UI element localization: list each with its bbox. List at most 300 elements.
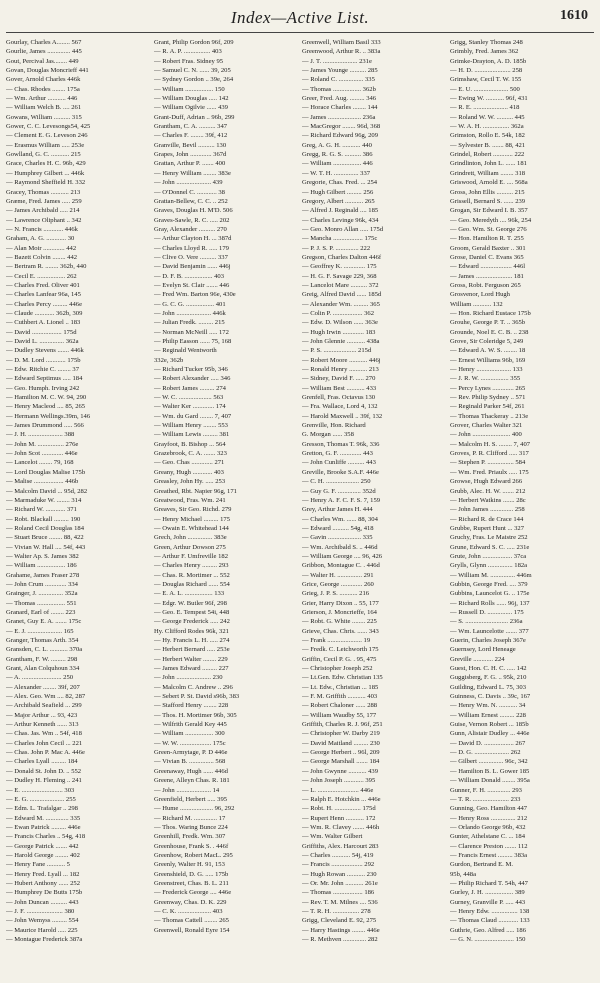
index-entry: — Robt. Blackall ......... 190	[6, 515, 81, 523]
index-entry: — Thos. H. Mortimer 96b, 305	[154, 711, 237, 719]
index-entry: — Henry Michael ......... 175	[154, 515, 230, 523]
index-entry: Guthrie, Geo. Alfred ..... 186	[450, 926, 526, 934]
index-entry: Grindrett, William ........ 318	[450, 169, 526, 177]
index-entry: Grenfell, Fras. Octavus 130	[302, 394, 376, 402]
index-entry: Hy. Clifford Rodes 96k, 321	[154, 627, 229, 635]
index-entry: — David L. ............... 362a	[6, 338, 79, 345]
index-entry: — Norman McNeill ..... 172	[154, 328, 229, 336]
index-entry: Grapes, John ............. 367d	[154, 151, 227, 159]
index-entry: — George Marshall ....... 184	[302, 758, 380, 766]
index-entry: Grant-Duff, Adrian .. 96b, 299	[154, 113, 235, 121]
index-entry: Greatwood, Fras. Wm. 241	[154, 496, 226, 504]
index-entry: — John Wemyss ......... 554	[6, 917, 79, 925]
index-entry: — Russell D. ............... 175	[450, 608, 524, 616]
index-entry: Græme, Fred. James ..... 259	[6, 197, 82, 205]
index-entry: — Charles Fred. Oliver 401	[6, 281, 80, 289]
index-entry: — E. G. ..................... 255	[6, 795, 76, 803]
index-entry: — Mancha .................. 175c	[302, 235, 378, 243]
index-entry: — R. E. ..................... 418	[450, 104, 520, 112]
index-entry: — G. N. ........................ 150	[450, 936, 526, 943]
index-entry: — Alan Moir ............. 442	[6, 244, 77, 252]
index-entry: Gresson, Thomas T. 96k, 336	[302, 440, 380, 448]
index-entry: — Richard Edward 96g, 209	[302, 132, 378, 140]
index-entry: — Robert Fras. Sidney 95	[154, 57, 224, 65]
index-entry: — Frederick George .... 446e	[154, 889, 232, 897]
index-entry: — Charles John Cecil ... 221	[6, 739, 83, 747]
index-entry: — Edward M. .............. 335	[6, 814, 81, 822]
index-entry: — Owain E. Whitehead 144	[154, 524, 229, 532]
index-entry: — John ..................... 230	[154, 674, 223, 682]
index-entry: — Hon. Hamilton R. T. 255	[450, 235, 524, 243]
index-entry: — Geo. Humph. Irving 242	[6, 384, 80, 392]
index-entry: Granville, Bevil .......... 130	[154, 141, 227, 149]
index-entry: — Hamilton M. C. W. 94, 290	[6, 394, 87, 402]
index-entry: — Geo. Wm. St. George 276	[450, 225, 527, 233]
index-entry: Grindlinton, John L. ...... 181	[450, 160, 527, 168]
index-entry: — Bazett Colvin ........ 442	[6, 253, 78, 261]
index-entry: — William Best ........... 433	[302, 384, 377, 392]
index-entry: — Robert Alexander ..... 346	[154, 375, 231, 383]
index-entry: — Geoffrey K. ............. 175	[302, 263, 377, 271]
index-entry: Greg, A. G. H. ........... 440	[302, 141, 372, 149]
index-column-1	[6, 38, 150, 979]
index-entry: — William Waudby 55, 177	[302, 711, 377, 719]
index-entry: — Walter Ap. S. James 382	[6, 552, 79, 560]
index-entry: — Harold George ........ 402	[6, 851, 80, 859]
index-entry: — Wm. Archibald S. .. 446d	[302, 543, 378, 551]
index-entry: — Rev. Philip Sydney .. 571	[450, 394, 526, 402]
index-entry: — Sidney, David F. ..... 270	[302, 375, 376, 383]
index-entry: — Henry Ross ............... 212	[450, 814, 528, 822]
index-entry: — John ..................... 439	[154, 179, 223, 187]
index-entry: — Donald St. John D. .. 552	[6, 767, 82, 775]
index-entry: Griffith, Charles R. J. 96f, 251	[302, 721, 383, 729]
index-entry: — Thomas .................. 186	[302, 889, 375, 897]
index-entry: — Hume .................... 96, 292	[154, 805, 235, 813]
index-entry: Gunn, Alistair Dudley ... 446e	[450, 730, 530, 738]
index-entry: — Geo. E. Tempest 54i, 448	[154, 608, 230, 616]
index-entry: — Malcolm C. Andrew .. 296	[154, 683, 233, 691]
index-entry: — Alfred J. Reginald .... 185	[302, 207, 379, 215]
index-entry: — Hugh Irwin ............. 183	[302, 328, 376, 336]
index-entry: — Charles Lanfear 96a, 145	[6, 291, 81, 299]
index-entry: — J. H. ..................... 388	[6, 431, 75, 439]
index-entry: — Archibald Seafield ... 299	[6, 702, 82, 710]
index-entry: — Henry A. F. C. F. S. 7, 159	[302, 496, 381, 504]
index-entry: — Thomas Thackeray .. 213e	[450, 412, 529, 420]
index-entry: — Stuart Bruce ........ 88, 422	[6, 534, 84, 542]
index-entry: — D. M. Lord ............ 175b	[6, 356, 81, 364]
index-entry: — Major Arthur ... 93, 423	[6, 711, 78, 719]
index-entry: Grier, Harry Dixon .. 55, 177	[302, 599, 379, 607]
index-entry: — C. H. .................... 250	[302, 478, 371, 486]
index-entry: Greathed, Rbt. Napier 96g, 171	[154, 487, 237, 495]
index-entry: Grazebrook, C. A. ....... 323	[154, 450, 227, 458]
index-entry: Greenwell, William Basil 333	[302, 39, 381, 46]
index-entry: — Sydney Gordon .. 39e, 264	[154, 76, 234, 84]
index-entry: — Clarence Preston ....... 112	[450, 842, 528, 850]
index-entry: — Edward A. W. S. ........ 18	[450, 347, 526, 355]
index-entry: Greene, Alleyn Chas. R. 181	[154, 777, 230, 785]
index-entry: — Charles Percy ......... 446e	[6, 300, 82, 308]
index-entry: Guernsey, Lord Heneage	[450, 646, 516, 654]
index-entry: Grounde, Noel E. C. B. .. 238	[450, 328, 529, 336]
index-entry: — Harry Hastings ........ 446e	[302, 926, 380, 934]
index-entry: Gretton, G. F. ............. 443	[302, 450, 373, 458]
index-entry: — Ewing W. ........... 96f, 431	[450, 95, 528, 103]
index-entry: — Claude ............ 362b, 309	[6, 309, 83, 317]
index-entry: — John ..................... 14	[154, 786, 220, 794]
index-entry: Grimshaw, Cecil T. W. 155	[450, 76, 522, 84]
index-entry: — John Joseph ............ 395	[302, 777, 376, 785]
index-entry: — Thomas Claud ............ 133	[450, 917, 530, 925]
index-entry: Graham, A. G. ............ 30	[6, 235, 75, 243]
index-entry: — George Herbert .. 96l, 209	[302, 749, 380, 757]
index-entry: Gurdon, Bertrand E. M.	[450, 861, 513, 869]
index-entry: — John ....................... 400	[450, 431, 522, 439]
index-entry: — D. G. ..................... 262	[450, 749, 521, 757]
index-entry: — Reginald Wentworth	[154, 347, 217, 355]
index-entry: Greenaway, Hugh ...... 446d	[154, 767, 228, 775]
index-entry: — R. Methven .............. 282	[302, 936, 378, 943]
index-entry: — Lord Douglas Malise 175b	[6, 468, 86, 476]
index-entry: William ........... 132	[450, 300, 503, 308]
index-entry: — Henry Fane ........... 5	[6, 861, 70, 869]
index-entry: — Chas. John P. Mac A. 446e	[6, 749, 85, 757]
index-entry: — Sebert P. St. David s96b, 383	[154, 693, 240, 701]
index-entry: Green, Arthur Dowson 275	[154, 543, 226, 551]
index-entry: — Hubert Anthony ...... 252	[6, 879, 80, 887]
index-entry: — Francis Ernest ......... 383a	[450, 851, 528, 859]
index-entry: — Thomas ................. 551	[6, 599, 77, 607]
index-entry: — Arthur Clayton H. ... 387d	[154, 235, 232, 243]
index-entry: — Roland Cecil Douglas 184	[6, 524, 85, 532]
index-entry: — Rupert Henn ........... 172	[302, 814, 376, 822]
index-entry: — James .................... 236a	[302, 113, 376, 121]
index-entry: Grantham, C. A. .......... 347	[154, 123, 228, 131]
index-entry: Grattan, Arthur P. ....... 400	[154, 160, 226, 168]
index-entry: — D. F. B. ................. 403	[154, 272, 224, 280]
index-entry: — David Benjamin ...... 446j	[154, 263, 231, 271]
index-entry: — Wm. Fred. Priaulx ..... 175	[450, 468, 529, 476]
index-entry: Grainger, J. ............... 352a	[6, 590, 78, 598]
index-entry: — N. Francis ............ 446k	[6, 225, 78, 233]
index-entry: — Charles Lloyd R. ..... 179	[154, 244, 229, 252]
index-entry: — William Lewis ......... 381	[154, 431, 230, 439]
index-entry: — Dudley H. Fleming .. 241	[6, 777, 82, 785]
index-entry: — Fra. Wallace, Lord 4, 132	[302, 403, 378, 411]
index-entry: — P. J. S. P. .............. 222	[302, 244, 371, 252]
index-entry: Gregory, Albert ........... 265	[302, 197, 375, 205]
index-entry: Grant, Philip Gordon 96f, 209	[154, 39, 234, 46]
index-entry: — Chas. Rhodes ........ 175a	[6, 85, 80, 93]
index-entry: — Alexander ........ 39f, 207	[6, 683, 80, 691]
index-entry: — Edward Septimus ..... 184	[6, 375, 83, 383]
index-entry: — W. A. H. ................ 362a	[450, 123, 524, 131]
index-entry: 332e, 362b	[154, 356, 184, 364]
index-entry: — Alexander Wm. ......... 365	[302, 300, 380, 308]
index-entry: — Or. Mr. John ........... 261e	[302, 879, 378, 887]
index-entry: — Vivian W. Hall .... 54f, 443	[6, 543, 86, 551]
index-entry: — Thos. Waring Bunce 224	[154, 823, 228, 831]
index-entry: Grey, Arthur James H. 444	[302, 506, 373, 514]
index-entry: Gout, Percival Jas........ 449	[6, 57, 79, 65]
index-entry: — Maurice Harold ..... 225	[6, 926, 78, 934]
index-entry: Grubb, Alec. H. W. ....... 212	[450, 487, 526, 495]
index-entry: — Stafford Henry ........ 228	[154, 702, 229, 710]
index-entry: — William ................. 446	[302, 160, 373, 168]
index-entry: — Ewan Patrick ......... 446e	[6, 823, 81, 831]
index-entry: — Walter Ker ............. 174	[154, 403, 226, 411]
index-entry: Gross, John Ellis .......... 215	[450, 188, 525, 196]
index-entry: Gunning, Geo. Hamilton 447	[450, 805, 528, 813]
index-entry: Gubbin, George Fred. .... 379	[450, 580, 528, 588]
index-entry: — S. .......................... 236a	[450, 618, 523, 626]
index-entry: Greenly, Walter H. 91, 153	[154, 861, 225, 869]
index-entry: — Edward ................... 446l	[450, 263, 526, 271]
index-entry: — Herbert Walter ........ 229	[154, 655, 228, 663]
index-entry: — Hermann Wellings.39m, 146	[6, 412, 91, 420]
index-entry: — Christopher W. Darby 219	[302, 730, 380, 738]
index-entry: Greville ............ 224	[450, 655, 505, 663]
index-entry: — Richard W. ............ 371	[6, 506, 77, 514]
index-entry: — J. T. ..................... 231e	[302, 57, 372, 65]
index-entry: — Hugh Rowan ........... 230	[302, 870, 377, 878]
index-entry: Griswood, Arnold E. .... 568a	[450, 179, 528, 187]
index-entry: Griffiths, Alex. Harcourt 283	[302, 842, 379, 850]
index-entry: — E. ......................... 303	[6, 786, 75, 794]
index-entry: — Hon. Richard Eustace 175b	[450, 309, 531, 317]
index-entry: — Malcolm H. S. ........ 7, 407	[450, 440, 531, 448]
index-entry: Gurley, J. H. ................. 389	[450, 889, 525, 897]
index-entry: — Gilbert ............... 96c, 342	[450, 758, 528, 766]
index-entry: — E. J. ..................... 165	[6, 627, 74, 635]
index-entry: — Geo. Chas ............. 271	[154, 459, 225, 467]
index-entry: — Lawrence Oliphant .. 342	[6, 216, 82, 224]
index-entry: — Wm. R. Clavey ....... 446h	[302, 823, 380, 831]
index-entry: — MacGregor ........ 96d, 368	[302, 123, 381, 131]
index-entry: — Wm. Launcelotte ....... 377	[450, 627, 529, 635]
index-entry: — Henry Fred. Lyall ... 182	[6, 870, 80, 878]
index-entry: — William Welch B. .... 261	[6, 104, 82, 112]
index-entry: G. Morgan ...... 358	[302, 431, 354, 439]
index-entry: Gourlie, James .............. 445	[6, 48, 82, 56]
index-entry: — Robt. H. ................ 175d	[302, 805, 376, 813]
index-entry: Greville, Brooke S.A.F. 446e	[302, 468, 379, 476]
index-entry: — Colin P. .................. 362	[302, 309, 374, 317]
index-entry: — Wm. Arthur ........... 446	[6, 95, 78, 103]
index-entry: Grantham, F. W. ......... 298	[6, 655, 78, 663]
index-entry: — William M. ............... 446m	[450, 571, 532, 579]
index-entry: — Henry Macleod .... 85, 265	[6, 403, 86, 411]
index-entry: — A. ........................ 250	[6, 674, 74, 682]
index-entry: — Christopher Joseph 252	[302, 665, 373, 673]
index-entry: — L. ......................... 446e	[302, 786, 374, 794]
index-entry: — Wm. du Gard ........ 7, 407	[154, 412, 232, 420]
index-entry: Gunter, Athelstane C. ... 184	[450, 833, 526, 841]
index-entry: — Francis ................... 292	[302, 861, 375, 869]
index-entry: — C. K. .................... 403	[154, 907, 223, 915]
index-entry: — William Ogilvie ...... 439	[154, 104, 228, 112]
index-column-2	[154, 38, 298, 979]
index-entry: Graves, Douglas H. M'D. 506	[154, 207, 233, 215]
index-entry: Greer, Fred. Aug. ......... 346	[302, 95, 377, 103]
index-entry: — David .................. 175d	[6, 328, 77, 336]
index-entry: — Ernest Williams 96b, 169	[450, 356, 526, 364]
index-entry: — Robert Chaloner ...... 288	[302, 702, 378, 710]
index-entry: Gracey, Thomas ........... 213	[6, 188, 81, 196]
index-entry: — Bertram R. ........ 362b, 440	[6, 263, 87, 271]
index-entry: — George Patrick ....... 442	[6, 842, 79, 850]
index-entry: — Fred Wm. Barton 96e, 430e	[154, 291, 236, 299]
index-entry: Grissell, Bernard S. ...... 239	[450, 197, 526, 205]
index-entry: — Dudley Stevens ....... 446k	[6, 347, 84, 355]
index-entry: — O'Donnel C. ............ 38	[154, 188, 225, 196]
index-column-4	[450, 38, 594, 979]
index-entry: — Roland W. W. .......... 445	[450, 113, 525, 121]
index-entry: — Erasmus William ..... 253e	[6, 141, 85, 149]
index-entry: Gover, Arnold Charles 446k	[6, 76, 81, 84]
index-entry: Grover, Charles Walter 321	[450, 422, 523, 430]
index-entry: — John Crum ............. 334	[6, 580, 78, 588]
index-entry: — Hy. Francis L. H. ..... 274	[154, 637, 230, 644]
index-entry: Grice, George ............. 260	[302, 580, 374, 588]
index-entry: — James Archibald ..... 214	[6, 207, 80, 215]
index-entry: — Roland C. ............... 335	[302, 76, 375, 84]
index-entry: Greenstreet, Chas. B. L. 211	[154, 879, 229, 887]
index-entry: Greasley, John Hy. ..... 253	[154, 478, 226, 486]
index-entry: — G. C. G. ................. 401	[154, 300, 226, 308]
index-entry: — Montague Frederick 387a	[6, 936, 83, 943]
index-entry: 95b, 448a	[450, 870, 477, 878]
index-entry: — Robert Moore ........... 446j	[302, 356, 381, 364]
index-entry: Grune, Edward S. C. ..... 231e	[450, 543, 530, 551]
index-entry: — Arthur F. Umfreville 182	[154, 552, 229, 560]
index-entry: Granger, Thomas Arth. 354	[6, 637, 79, 644]
index-entry: — Henry William ........ 383e	[154, 169, 231, 177]
index-entry: Greenhouse, Frank S. . 446f	[154, 842, 229, 850]
index-entry: Grove, Sir Coleridge 5, 249	[450, 338, 524, 345]
index-entry: — Gavin .................... 335	[302, 534, 373, 542]
index-entry: — John Cunliffe .......... 443	[302, 459, 376, 467]
index-entry: — John Duncan .......... 443	[6, 898, 79, 906]
index-entry: Guggisberg, F. G. .. 95k, 210	[450, 674, 527, 682]
page-header	[0, 8, 600, 34]
index-entry: — Julian Fredk. ......... 215	[154, 319, 225, 327]
index-entry: Greenway, Chas. D. K. 229	[154, 898, 227, 906]
index-entry: — Cecil E. ................. 262	[6, 272, 77, 280]
index-entry: — Walter H. ............... 291	[302, 571, 374, 579]
index-entry: — Malcolm David ... 95d, 282	[6, 487, 88, 495]
index-entry: — David D. .................. 267	[450, 739, 526, 747]
index-entry: — E. U. ..................... 500	[450, 85, 520, 93]
index-entry: Grute, John .................. 37ca	[450, 552, 527, 560]
index-column-3	[302, 38, 446, 979]
index-entry: — David Maitland ......... 230	[302, 739, 380, 747]
index-entry: — J. F. ...................... 380	[6, 907, 75, 915]
index-entry: — Philip Richard T. 54h, 447	[450, 879, 528, 887]
index-entry: Grace, Charles H. C. 96b, 429	[6, 160, 86, 168]
index-entry: — Rev. T. M. Milnes .... 536	[302, 898, 378, 906]
index-entry: — Orlando George 96b, 432	[450, 823, 526, 831]
index-entry: Grimston, Rollo E. 54k, 182	[450, 132, 525, 140]
index-entry: — John Scot ............. 446e	[6, 450, 78, 458]
index-entry: — Edward .......... 54g, 418	[302, 524, 374, 532]
index-entry: — Henry Wm. N. ........... 34	[450, 702, 526, 710]
index-entry: — Richard R. de Crace 144	[450, 515, 524, 523]
index-entry: — Chas. Jas. Wm .. 54f, 418	[6, 730, 82, 738]
index-entry: — R. A. P. ................ 403	[154, 48, 222, 56]
index-entry: Graves-Sawle, R. C. ..... 202	[154, 216, 230, 224]
index-entry: Grayfoot, B. Bishop ... 564	[154, 440, 226, 448]
index-entry: Greig, Alfred David ...... 185d	[302, 291, 382, 299]
index-entry: Gross, Robt. Ferguson 265	[450, 281, 521, 289]
index-entry: — Reginald Parker 54f, 261	[450, 403, 525, 411]
index-entry: — P. S. .................... 215d	[302, 347, 372, 355]
index-entry: Greenwood, Arthur R. .. 383a	[302, 48, 381, 56]
index-entry: Green-Armytage, P. D 446e	[154, 749, 228, 757]
index-entry: Gruchy, Fras. Le Maistre 252	[450, 534, 528, 542]
index-entry: — Samuel C. N. ...... 39, 205	[154, 67, 231, 75]
index-entry: Greenhow, Robert MacL. 295	[154, 851, 233, 859]
index-entry: — John Gwynne ........... 439	[302, 767, 379, 775]
page-title: Index—Active List.	[230, 8, 370, 27]
index-entry: — Robert James ......... 274	[154, 384, 226, 392]
index-entry: — Charles Levinge 96k, 434	[302, 216, 379, 224]
index-entry: — Frank ..................... 19	[302, 637, 371, 644]
index-entry: Grieg, J. P. S. ........... 216	[302, 590, 370, 598]
index-entry: Gregg, R. G. S. .......... 386	[302, 151, 373, 159]
index-entry: — E. A. L. ................. 133	[154, 590, 225, 598]
index-entry: — Alex. Geo. Wm .... 82, 287	[6, 693, 86, 701]
index-entry: Granard, Earl of ........ 223	[6, 608, 76, 616]
index-entry: — Chas. R. Mortimer ... 552	[154, 571, 230, 579]
index-entry: — Charles Wm. ...... 88, 304	[302, 515, 378, 523]
index-entry: — Marmaduke W. ........ 314	[6, 496, 82, 504]
index-entry: Grieve, Chas. Chris. ...... 343	[302, 627, 379, 635]
index-entry: — T. R. ...................... 233	[450, 795, 521, 803]
index-entry: — Humphrey Gilbert ... 446k	[6, 169, 85, 177]
index-entry: Gribbon, Montague C. . 446d	[302, 562, 380, 570]
index-entry: — Richard Rolls ...... 96j, 137	[450, 599, 530, 607]
index-entry: Grimke-Drayton, A. D. 185b	[450, 57, 527, 65]
index-entry: Greenwell, Ronald Eyre 154	[154, 926, 230, 934]
index-entry: — Ralph E. Hotchkin ... 446e	[302, 795, 381, 803]
index-entry: — Charles F. ........ 39f, 412	[154, 132, 228, 140]
index-entry: — J. R. W. ................. 355	[450, 375, 521, 383]
index-entry: — T. R. H. ................ 278	[302, 907, 371, 915]
index-entry: Griffin, Cecil P. G. . 95, 475	[302, 655, 377, 663]
index-entry: — W. C. .................... 563	[154, 394, 224, 402]
index-entry: — F. M. Griffith ........... 403	[302, 693, 378, 701]
index-entry: — Robt. G. White ........ 225	[302, 618, 377, 626]
index-entry: Guinness, C. Davis .. 39c, 167	[450, 693, 531, 701]
index-entry: Gubbins, Launcelot G. .. 175e	[450, 590, 530, 598]
index-entry: — Geo. Meredyth .... 96k, 254	[450, 216, 532, 224]
index-entry: — Arthur Kenneth ...... 313	[6, 721, 79, 729]
index-entry: Grindel, Robert ............ 222	[450, 151, 525, 159]
index-entry: Guest, Hon. C. H. C. ..... 142	[450, 665, 527, 673]
index-entry: — Ronald Henry ........... 213	[302, 366, 379, 374]
index-entry: — Edm. L. Trafalgar .. 298	[6, 805, 78, 813]
index-entry: — John ..................... 446k	[154, 309, 226, 317]
index-entry: — Edgr. W. Butler 96f, 298	[154, 599, 227, 607]
index-entry: — John Glennie ........... 438a	[302, 338, 380, 345]
index-entry: — James Drummond ..... 566	[6, 422, 84, 430]
index-entry: Gray, Alexander .......... 270	[154, 225, 227, 233]
index-entry: — Evelyn St. Clair ....... 446	[154, 281, 230, 289]
index-entry: Grose, Daniel C. Evans 365	[450, 253, 524, 261]
